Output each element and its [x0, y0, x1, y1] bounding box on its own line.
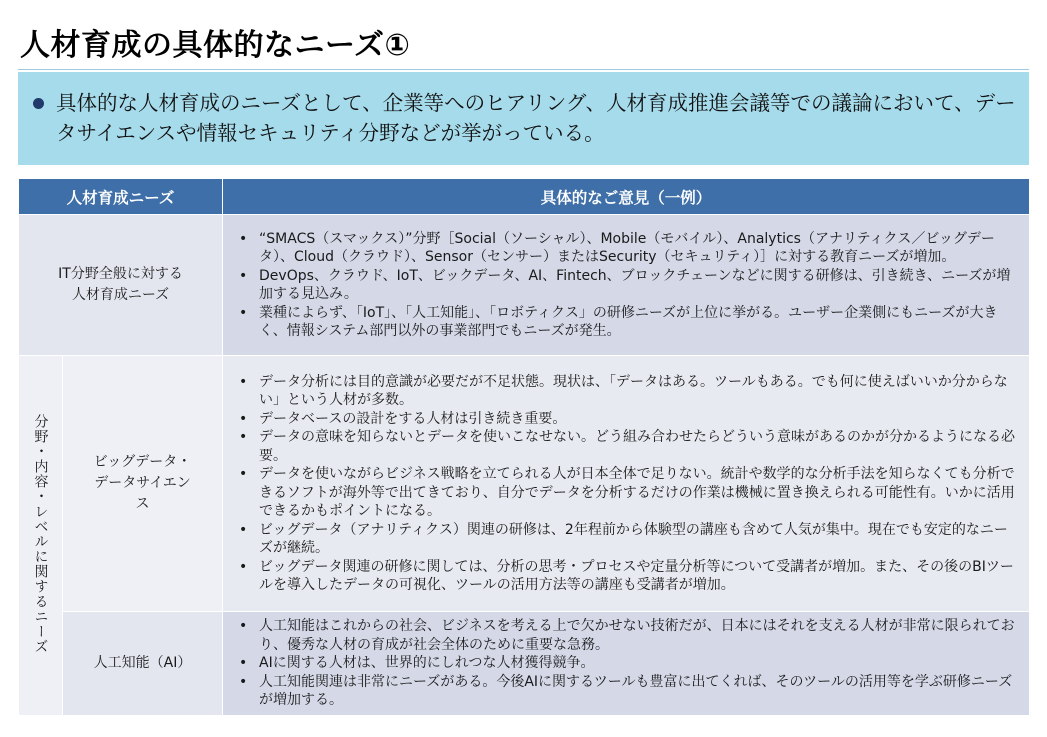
opinions-list [223, 373, 1029, 595]
needs-table [18, 178, 1030, 716]
category-cell [19, 215, 223, 356]
list-item: • DevOps、クラウド、IoT、ビックデータ、AI、Fintech、ブロックチェーンなどに関する研修は、引き続き、ニーズが増加する見込み。 [259, 267, 1017, 304]
list-item: • データの意味を知らないとデータを使いこなせない。どう組み合わせたらどういう意味があるのかが分かるようになる必要。 [259, 428, 1017, 465]
list-item: • データ分析には目的意識が必要だが不足状態。現状は、「データはある。ツールもある。でも何に使えばいいか分からない」という人材が多数。 [259, 373, 1017, 410]
opinions-list [223, 617, 1029, 710]
table-row [19, 215, 1030, 356]
page-title: 人材育成の具体的なニーズ① [20, 28, 411, 63]
opinions-cell [223, 215, 1030, 356]
title-divider [18, 69, 1029, 70]
table-row [19, 612, 1030, 716]
summary-banner [18, 72, 1029, 165]
list-item: • データベースの設計をする人材は引き続き重要。 [259, 410, 1017, 429]
list-item: • ビッグデータ関連の研修に関しては、分析の思考・プロセスや定量分析等について受講者が増加。また、その後のBIツールを導入したデータの可視化、ツールの活用方法等の講座も受講者が増加。 [259, 558, 1017, 595]
category-label: ビッグデータ・データサイエンス [93, 454, 192, 512]
category-cell [63, 356, 223, 612]
list-item: • ビッグデータ（アナリティクス）関連の研修は、2年程前から体験型の講座も含めて人気が集中。現在でも安定的なニーズが継続。 [259, 521, 1017, 558]
category-cell [63, 612, 223, 716]
category-label: 人工知能（AI） [93, 655, 192, 671]
category-label: IT分野全般に対する人材育成ニーズ [58, 266, 183, 303]
list-item: • 人工知能関連は非常にニーズがある。今後AIに関するツールも豊富に出てくれば、そのツールの活用等を学ぶ研修ニーズが増加する。 [259, 673, 1017, 710]
list-item: • データを使いながらビジネス戦略を立てられる人が日本全体で足りない。統計や数学的な分析手法を知らなくても分析できるソフトが海外等で出てきており、自分でデータを分析するだけの作業は機械に置き換えられる可能性有。いかに活用できるかもポイントになる。 [259, 465, 1017, 521]
table-row [19, 356, 1030, 612]
opinions-list [223, 230, 1029, 341]
opinions-cell [223, 356, 1030, 612]
header-opinions: 具体的なご意見（一例） [223, 179, 1030, 215]
group-label-cell [19, 356, 63, 716]
opinions-cell [223, 612, 1030, 716]
summary-text: 具体的な人材育成のニーズとして、企業等へのヒアリング、人材育成推進会議等での議論において、データサイエンスや情報セキュリティ分野などが挙がっている。 [56, 91, 1016, 145]
list-item: • AIに関する人材は、世界的にしれつな人材獲得競争。 [259, 654, 1017, 673]
list-item: • 人工知能はこれからの社会、ビジネスを考える上で欠かせない技術だが、日本にはそれを支える人材が非常に限られており、優秀な人材の育成が社会全体のために重要な急務。 [259, 617, 1017, 654]
list-item: • “SMACS（スマックス）”分野［Social（ソーシャル）、Mobile（モバイル）、Analytics（アナリティクス／ビッグデータ）、Cloud（クラウド）、Sensor（センサー）またはSecurity（セキュリティ）］に対する教育ニーズが増加。 [259, 230, 1017, 267]
bullet-icon [33, 98, 44, 109]
table-header-row [19, 179, 1030, 215]
header-needs: 人材育成ニーズ [19, 179, 223, 215]
group-label: 分野・内容・レベルに関するニーズ [32, 413, 49, 654]
list-item: • 業種によらず、「IoT」、「人工知能」、「ロボティクス」の研修ニーズが上位に挙がる。ユーザー企業側にもニーズが大きく、情報システム部門以外の事業部門でもニーズが発生。 [259, 304, 1017, 341]
